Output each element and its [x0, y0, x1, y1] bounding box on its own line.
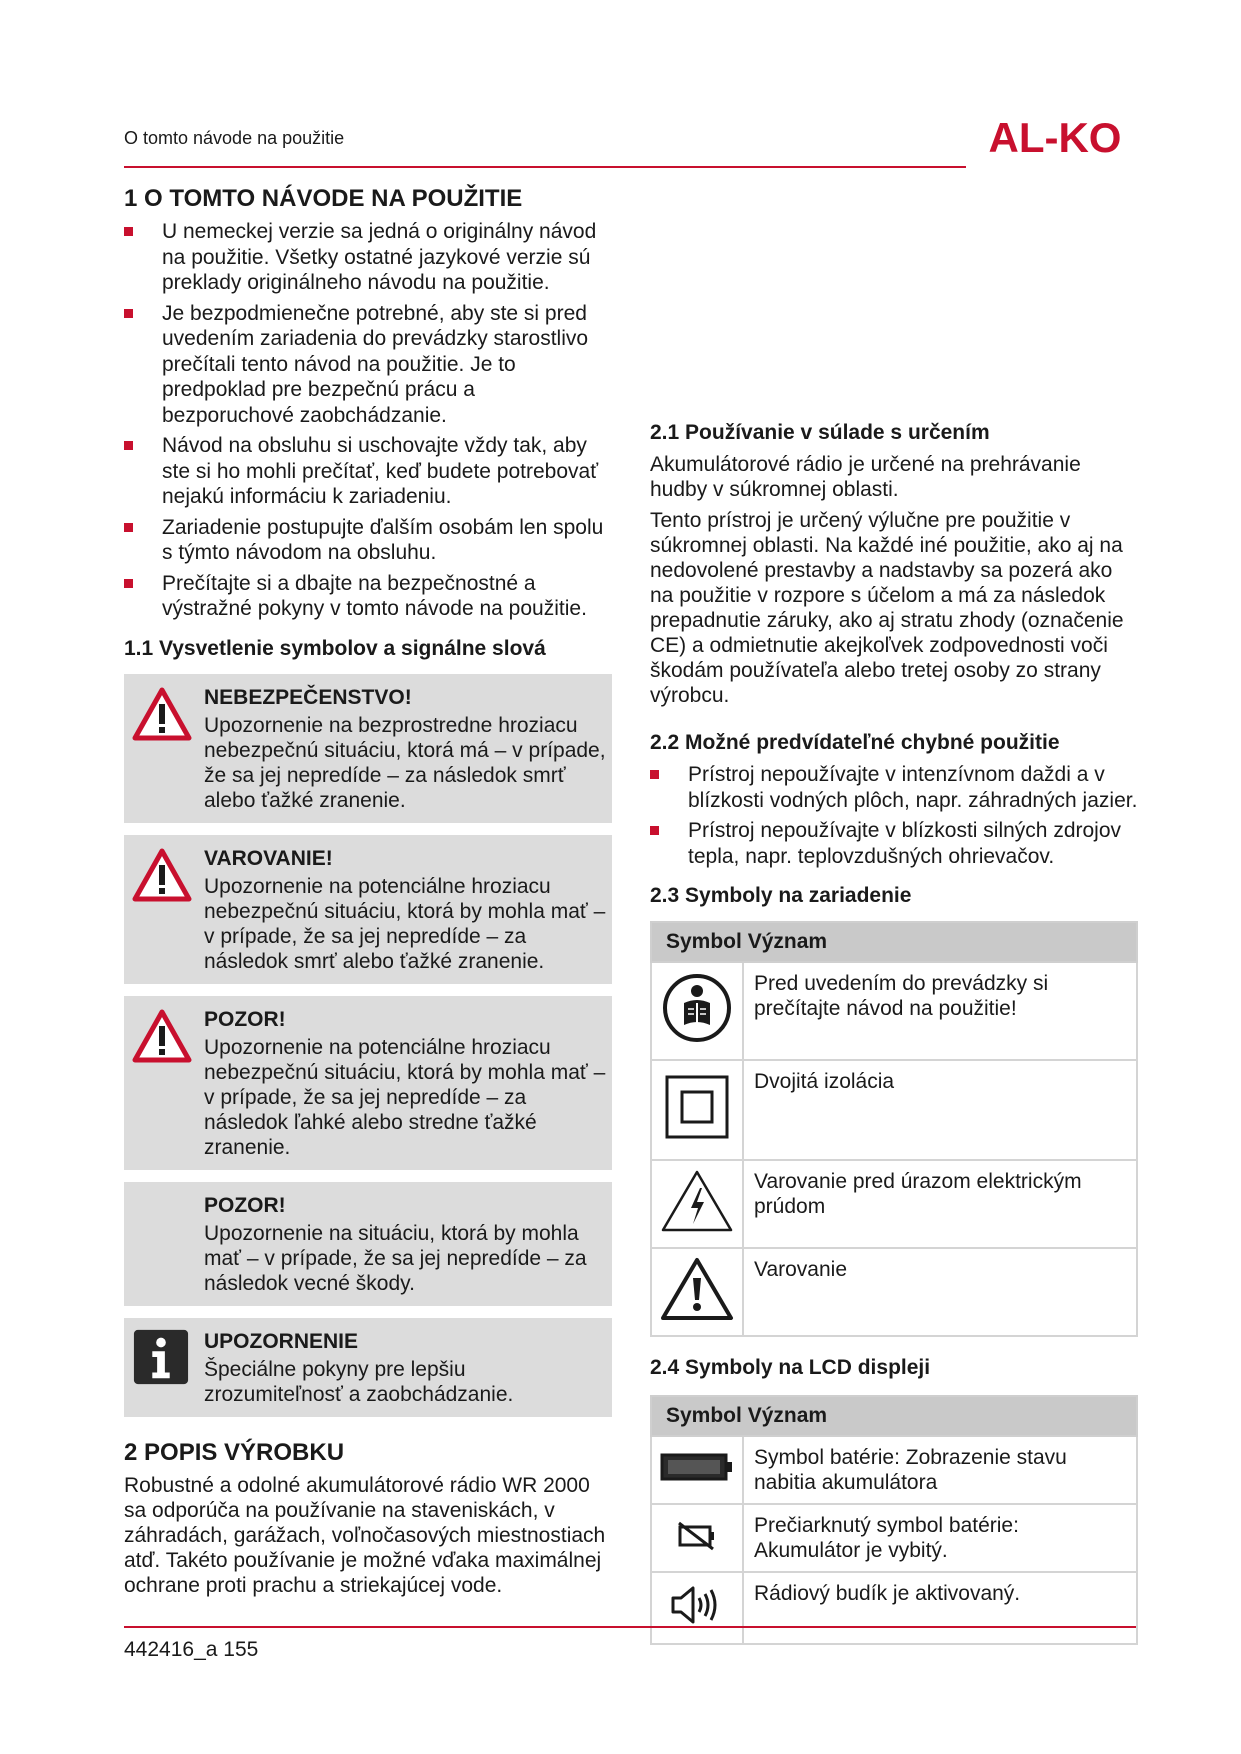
table-header: Symbol Význam	[651, 1396, 1137, 1436]
speaker-icon	[669, 1583, 725, 1627]
electric-shock-warning-icon	[660, 1168, 734, 1234]
symbol-meaning: Prečiarknutý symbol batérie: Akumulátor je vybitý.	[743, 1504, 1137, 1572]
bullet-square-icon	[124, 309, 133, 318]
notice-text: Upozornenie na bezprostredne hroziacu nebezpečnú situáciu, ktorá má – v prípade, že sa jej nepredíde – za následok smrť alebo ťažké zranenie.	[204, 713, 606, 812]
bullet-square-icon	[124, 523, 133, 532]
list-item: Návod na obsluhu si uschovajte vždy tak, aby ste si ho mohli prečítať, keď budete potrebovať nejakú informáciu k zariadeniu.	[124, 433, 612, 510]
notice-text: Špeciálne pokyny pre lepšiu zrozumiteľnosť a zaobchádzanie.	[204, 1357, 514, 1406]
section-1-bullets	[124, 219, 612, 622]
section-2-1-heading: 2.1 Používanie v súlade s určením	[650, 421, 990, 444]
battery-crossed-icon	[675, 1517, 719, 1553]
battery-icon	[660, 1451, 734, 1483]
section-2-2-bullets	[650, 762, 1138, 869]
warning-triangle-icon	[132, 1008, 192, 1064]
symbol-meaning: Pred uvedením do prevádzky si prečítajte návod na použitie!	[743, 962, 1137, 1060]
table-row	[651, 1504, 1137, 1572]
lcd-symbols-table	[650, 1395, 1138, 1645]
section-2-text: Robustné a odolné akumulátorové rádio WR 2000 sa odporúča na používanie na staveniskách, v záhradách, garážach, voľnočasových miestnostiach atď. Takéto používanie je možné vďaka maximálnej ochrane proti prachu a striekajúcej vode.	[124, 1473, 606, 1597]
symbol-meaning: Varovanie pred úrazom elektrickým prúdom	[743, 1160, 1137, 1248]
notice-title: VAROVANIE!	[204, 846, 333, 870]
table-header: Symbol Význam	[651, 922, 1137, 962]
table-header-row	[651, 1396, 1137, 1436]
header-divider	[124, 166, 966, 168]
bullet-square-icon	[650, 770, 659, 779]
section-2-1-p1: Akumulátorové rádio je určené na prehrávanie hudby v súkromnej oblasti.	[650, 453, 1081, 501]
warning-triangle-icon	[132, 686, 192, 742]
symbol-meaning: Symbol batérie: Zobrazenie stavu nabitia akumulátora	[743, 1436, 1137, 1504]
symbol-meaning: Varovanie	[743, 1248, 1137, 1336]
left-column	[124, 185, 612, 1598]
warning-notice	[124, 835, 612, 984]
footer-divider	[124, 1626, 1136, 1628]
table-row	[651, 962, 1137, 1060]
logo-text: AL-KO	[988, 114, 1122, 161]
list-item: Prečítajte si a dbajte na bezpečnostné a výstražné pokyny v tomto návode na použitie.	[124, 571, 612, 622]
info-icon	[132, 1328, 190, 1386]
info-notice	[124, 1318, 612, 1417]
section-2-2-heading: 2.2 Možné predvídateľné chybné použitie	[650, 731, 1060, 754]
section-2-4-heading: 2.4 Symboly na LCD displeji	[650, 1356, 931, 1379]
table-row	[651, 1060, 1137, 1160]
notice-title: POZOR!	[204, 1007, 286, 1031]
al-ko-logo	[975, 112, 1135, 162]
bullet-square-icon	[124, 441, 133, 450]
list-item: Zariadenie postupujte ďalším osobám len spolu s týmto návodom na obsluhu.	[124, 515, 612, 566]
symbol-meaning: Rádiový budík je aktivovaný.	[743, 1572, 1137, 1644]
notice-title: NEBEZPEČENSTVO!	[204, 685, 412, 709]
bullet-square-icon	[124, 227, 133, 236]
list-item: Prístroj nepoužívajte v blízkosti silných zdrojov tepla, napr. teplovzdušných ohrievačov.	[650, 818, 1138, 869]
table-header-row	[651, 922, 1137, 962]
notice-text: Upozornenie na potenciálne hroziacu nebezpečnú situáciu, ktorá by mohla mať – v prípade, že sa jej nepredíde – za následok ľahké alebo stredne ťažké zranenie.	[204, 1035, 606, 1159]
notice-title: POZOR!	[204, 1193, 286, 1217]
symbol-meaning: Dvojitá izolácia	[743, 1060, 1137, 1160]
list-item: U nemeckej verzie sa jedná o originálny návod na použitie. Všetky ostatné jazykové verzie sú preklady originálneho návodu na použitie.	[124, 219, 612, 296]
danger-notice	[124, 674, 612, 823]
right-column	[650, 420, 1138, 1645]
general-warning-icon	[660, 1256, 734, 1322]
caution-notice	[124, 996, 612, 1170]
double-insulation-icon	[662, 1072, 732, 1142]
section-1-heading: 1 O TOMTO NÁVODE NA POUŽITIE	[124, 185, 523, 212]
list-item: Je bezpodmienečne potrebné, aby ste si pred uvedením zariadenia do prevádzky starostlivo prečítali tento návod na použitie. Je to predpoklad pre bezpečnú prácu a bezporuchové zaobchádzanie.	[124, 301, 612, 429]
section-2-1-p2: Tento prístroj je určený výlučne pre použitie v súkromnej oblasti. Na každé iné použitie, ako aj na nedovolené prestavby a nadstavby sa pozerá ako na použitie v rozpore s účelom a má za následok prepadnutie záruky, ako aj stratu zhody (označenie CE) a odmietnutie akejkoľvek zodpovednosti voči škodám používateľa alebo tretej osoby zo strany výrobcu.	[650, 509, 1124, 707]
section-1-1-heading: 1.1 Vysvetlenie symbolov a signálne slová	[124, 636, 546, 660]
table-row	[651, 1436, 1137, 1504]
bullet-square-icon	[650, 826, 659, 835]
running-header: O tomto návode na použitie	[124, 128, 345, 148]
list-item: Prístroj nepoužívajte v intenzívnom daždi a v blízkosti vodných plôch, napr. záhradných jazier.	[650, 762, 1138, 813]
device-symbols-table	[650, 921, 1138, 1337]
notice-text: Upozornenie na potenciálne hroziacu nebezpečnú situáciu, ktorá by mohla mať – v prípade, že sa jej nepredíde – za následok smrť alebo ťažké zranenie.	[204, 874, 606, 973]
notice-title: UPOZORNENIE	[204, 1329, 359, 1353]
section-2-heading: 2 POPIS VÝROBKU	[124, 1438, 345, 1466]
warning-triangle-icon	[132, 847, 192, 903]
bullet-square-icon	[124, 579, 133, 588]
notice-text: Upozornenie na situáciu, ktorá by mohla mať – v prípade, že sa jej nepredíde – za následok vecné škody.	[204, 1221, 587, 1295]
table-row	[651, 1160, 1137, 1248]
read-manual-icon	[662, 973, 732, 1043]
table-row	[651, 1572, 1137, 1644]
table-row	[651, 1248, 1137, 1336]
property-damage-notice	[124, 1182, 612, 1306]
section-2-3-heading: 2.3 Symboly na zariadenie	[650, 884, 912, 907]
page-number: 442416_a 155	[124, 1638, 259, 1661]
